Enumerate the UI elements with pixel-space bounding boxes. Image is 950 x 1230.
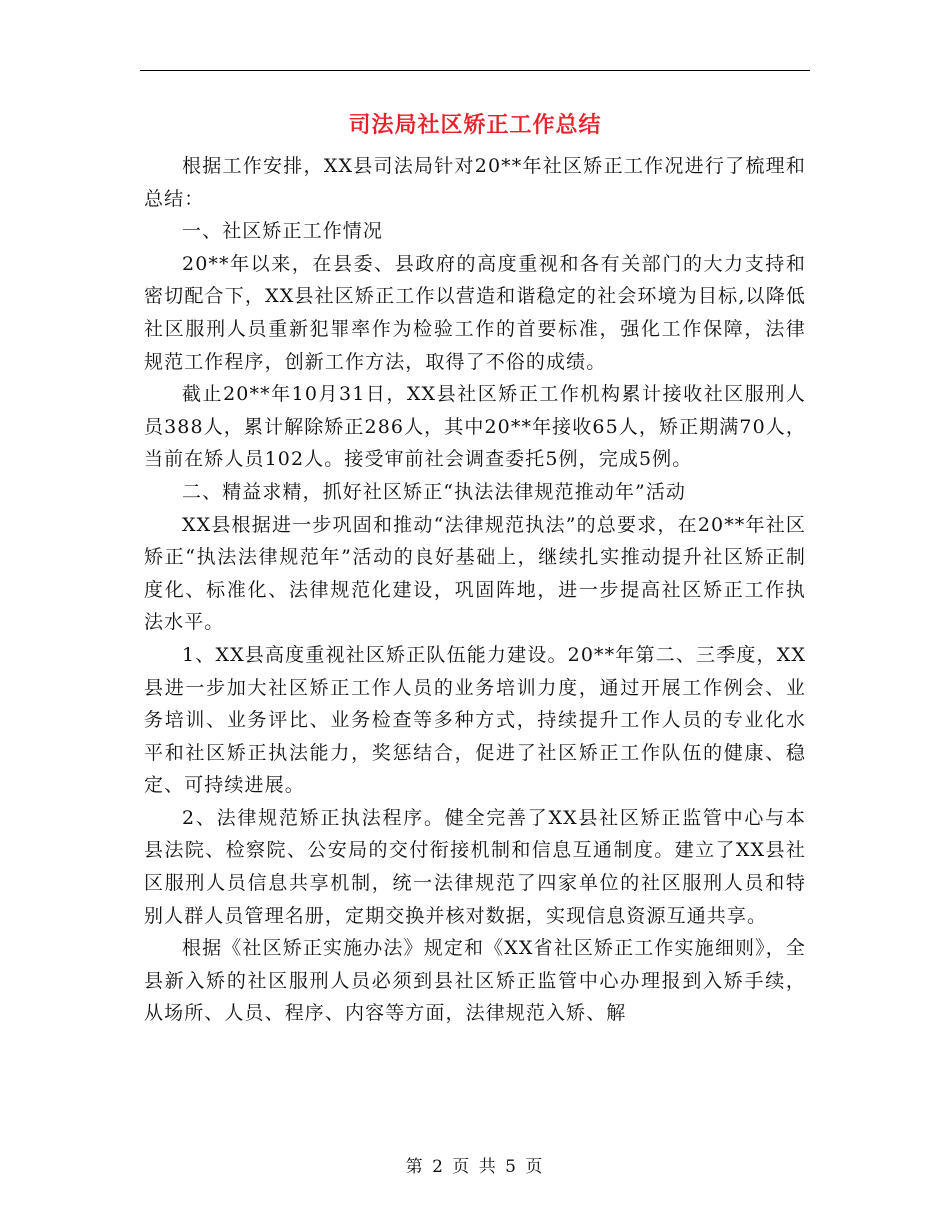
paragraph-item-1: 1、XX县高度重视社区矫正队伍能力建设。20**年第二、三季度，XX县进一步加大社区矫正工作人员的业务培训力度，通过开展工作例会、业务培训、业务评比、业务检查等多种方式，持续提升工作人员的专业化水平和社区矫正执法能力，奖惩结合，促进了社区矫正工作队伍的健康、稳定、可持续进展。 bbox=[144, 643, 806, 797]
paragraph-item-2: 2、法律规范矫正执法程序。健全完善了XX县社区矫正监管中心与本县法院、检察院、公安局的交付衔接机制和信息互通制度。建立了XX县社区服刑人员信息共享机制，统一法律规范了四家单位的社区服刑人员和特别人群人员管理名册，定期交换并核对数据，实现信息资源互通共享。 bbox=[144, 806, 806, 927]
paragraph-activity: XX县根据进一步巩固和推动“法律规范执法”的总要求，在20**年社区矫正“执法法律规范年”活动的良好基础上，继续扎实推动提升社区矫正制度化、标准化、法律规范化建设，巩固阵地，进一步提高社区矫正工作执法水平。 bbox=[144, 513, 806, 634]
paragraph-overview: 20**年以来，在县委、县政府的高度重视和各有关部门的大力支持和密切配合下，XX县社区矫正工作以营造和谐稳定的社会环境为目标,以降低社区服刑人员重新犯罪率作为检验工作的首要标准，强化工作保障，法律规范工作程序，创新工作方法，取得了不俗的成绩。 bbox=[144, 252, 806, 373]
document-title: 司法局社区矫正工作总结 bbox=[348, 113, 602, 138]
page-number-footer: 第 2 页 共 5 页 bbox=[405, 1157, 545, 1177]
paragraph-regulation: 根据《社区矫正实施办法》规定和《XX省社区矫正工作实施细则》，全县新入矫的社区服刑人员必须到县社区矫正监管中心办理报到入矫手续，从场所、人员、程序、内容等方面，法律规范入矫、解 bbox=[144, 937, 806, 1025]
header-rule bbox=[140, 70, 810, 71]
section-heading-1: 一、社区矫正工作情况 bbox=[182, 220, 384, 243]
paragraph-statistics: 截止20**年10月31日，XX县社区矫正工作机构累计接收社区服刑人员388人，累计解除矫正286人，其中20**年接收65人，矫正期满70人，当前在矫人员102人。接受审前社会调查委托5例，完成5例。 bbox=[144, 383, 806, 471]
paragraph-intro: 根据工作安排，XX县司法局针对20**年社区矫正工作况进行了梳理和总结： bbox=[144, 155, 806, 210]
section-heading-2: 二、精益求精，抓好社区矫正“执法法律规范推动年”活动 bbox=[182, 480, 687, 503]
document-body bbox=[144, 150, 806, 1030]
